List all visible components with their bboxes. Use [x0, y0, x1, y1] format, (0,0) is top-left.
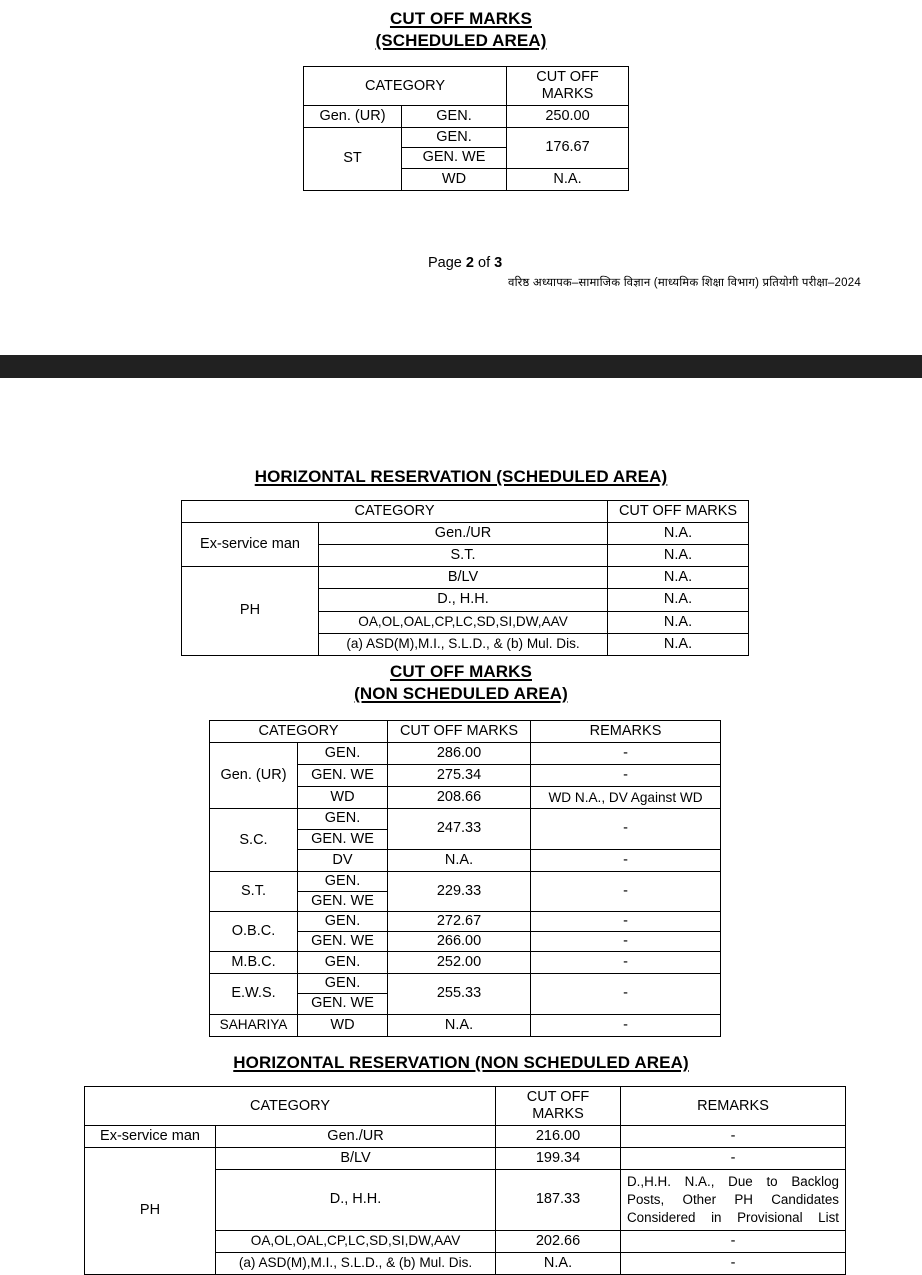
cell-sub: GEN. WE	[298, 994, 388, 1014]
cell-group: PH	[182, 567, 319, 655]
table-row	[304, 106, 629, 128]
cell-cutoff: 199.34	[496, 1148, 621, 1170]
cutoff-scheduled-heading	[0, 0, 922, 52]
cell-group: S.T.	[210, 871, 298, 911]
cell-cutoff: N.A.	[608, 523, 749, 545]
cell-cutoff: 208.66	[388, 787, 531, 809]
cell-sub: OA,OL,OAL,CP,LC,SD,SI,DW,AAV	[216, 1230, 496, 1252]
table-header-row	[182, 501, 749, 523]
cell-cutoff: N.A.	[388, 1014, 531, 1036]
cell-sub: Gen./UR	[216, 1126, 496, 1148]
page-2	[0, 0, 922, 355]
cell-remarks: -	[531, 765, 721, 787]
page-number	[428, 255, 922, 271]
header-category: CATEGORY	[85, 1087, 496, 1126]
cell-sub: D., H.H.	[216, 1170, 496, 1230]
table-row	[210, 871, 721, 891]
table-row	[210, 1014, 721, 1036]
cell-cutoff: 266.00	[388, 932, 531, 952]
cell-group: Ex-service man	[182, 523, 319, 567]
cell-sub: GEN. WE	[298, 932, 388, 952]
cell-cutoff: N.A.	[507, 168, 629, 190]
table-row	[182, 567, 749, 589]
table-row	[85, 1126, 846, 1148]
page-3	[0, 378, 922, 1270]
table-row	[210, 952, 721, 974]
cell-remarks: -	[531, 932, 721, 952]
cell-cutoff: 250.00	[507, 106, 629, 128]
cell-group: E.W.S.	[210, 974, 298, 1014]
cell-sub: GEN. WE	[298, 891, 388, 911]
hr-scheduled-heading	[0, 378, 922, 488]
header-cutoff: CUT OFF MARKS	[388, 721, 531, 743]
cell-group: Ex-service man	[85, 1126, 216, 1148]
cutoff-nonscheduled-heading	[0, 661, 922, 705]
cell-group: SAHARIYA	[210, 1014, 298, 1036]
page-number-current: 2	[465, 255, 474, 271]
cell-sub: GEN.	[402, 106, 507, 128]
table-row	[210, 743, 721, 765]
header-remarks: REMARKS	[621, 1087, 846, 1126]
cell-cutoff: N.A.	[608, 589, 749, 611]
hr-scheduled-table	[181, 500, 749, 656]
cell-cutoff: 187.33	[496, 1170, 621, 1230]
cell-sub: B/LV	[216, 1148, 496, 1170]
cutoff-nonscheduled-heading-line1: CUT OFF MARKS	[389, 662, 532, 681]
cell-remarks: -	[531, 809, 721, 849]
cell-cutoff: 202.66	[496, 1230, 621, 1252]
header-category: CATEGORY	[210, 721, 388, 743]
cell-sub: OA,OL,OAL,CP,LC,SD,SI,DW,AAV	[319, 611, 608, 633]
cell-remarks: -	[531, 974, 721, 1014]
cell-cutoff: 229.33	[388, 871, 531, 911]
cell-cutoff: 275.34	[388, 765, 531, 787]
cell-remarks: D.,H.H. N.A., Due to Backlog Posts, Other PH Candidates Considered in Provisional List	[621, 1170, 846, 1230]
cutoff-scheduled-heading-line1: CUT OFF MARKS	[389, 9, 532, 28]
cell-group: Gen. (UR)	[304, 106, 402, 128]
table-header-row	[304, 67, 629, 106]
cell-group: S.C.	[210, 809, 298, 871]
cell-cutoff: 216.00	[496, 1126, 621, 1148]
cell-sub: GEN. WE	[402, 148, 507, 168]
cell-remarks: -	[531, 911, 721, 931]
cell-sub: D., H.H.	[319, 589, 608, 611]
cell-cutoff: N.A.	[608, 567, 749, 589]
cell-sub: GEN.	[298, 952, 388, 974]
cell-group: O.B.C.	[210, 911, 298, 951]
cell-sub: (a) ASD(M),M.I., S.L.D., & (b) Mul. Dis.	[319, 633, 608, 655]
cutoff-scheduled-heading-line2: (SCHEDULED AREA)	[375, 30, 547, 50]
cell-cutoff: N.A.	[496, 1252, 621, 1274]
cell-sub: S.T.	[319, 545, 608, 567]
cell-sub: GEN. WE	[298, 829, 388, 849]
exam-title-line: वरिष्ठ अध्यापक–सामाजिक विज्ञान (माध्यमिक शिक्षा विभाग) प्रतियोगी परीक्षा–2024	[508, 277, 861, 289]
table-row	[182, 523, 749, 545]
cell-cutoff: 176.67	[507, 128, 629, 168]
cutoff-nonscheduled-table	[209, 720, 721, 1037]
cell-remarks: -	[621, 1230, 846, 1252]
cutoff-nonscheduled-heading-line2: (NON SCHEDULED AREA)	[354, 683, 568, 703]
header-remarks: REMARKS	[531, 721, 721, 743]
table-header-row	[210, 721, 721, 743]
cell-group: M.B.C.	[210, 952, 298, 974]
cell-sub: WD	[298, 1014, 388, 1036]
cell-remarks: -	[531, 871, 721, 911]
header-category: CATEGORY	[304, 67, 507, 106]
cell-sub: GEN.	[298, 871, 388, 891]
cell-cutoff: 247.33	[388, 809, 531, 849]
cell-remarks: -	[531, 743, 721, 765]
cell-sub: WD	[298, 787, 388, 809]
header-cutoff: CUT OFF MARKS	[507, 67, 629, 106]
page-separator-band	[0, 355, 922, 378]
cell-group: ST	[304, 128, 402, 190]
cell-sub: GEN. WE	[298, 765, 388, 787]
cell-group: PH	[85, 1148, 216, 1274]
cell-sub: GEN.	[298, 974, 388, 994]
cell-sub: WD	[402, 168, 507, 190]
page-footer	[0, 255, 922, 290]
cell-sub: GEN.	[298, 809, 388, 829]
cell-remarks: -	[531, 952, 721, 974]
cell-cutoff: 272.67	[388, 911, 531, 931]
cell-cutoff: 255.33	[388, 974, 531, 1014]
header-cutoff: CUT OFF MARKS	[608, 501, 749, 523]
hr-nonscheduled-heading	[0, 1052, 922, 1074]
cell-cutoff: N.A.	[388, 849, 531, 871]
cell-cutoff: 252.00	[388, 952, 531, 974]
cell-remarks: -	[621, 1126, 846, 1148]
cell-remarks: -	[531, 1014, 721, 1036]
cell-sub: GEN.	[298, 911, 388, 931]
cell-group: Gen. (UR)	[210, 743, 298, 809]
table-row	[304, 128, 629, 148]
table-row	[85, 1148, 846, 1170]
cell-cutoff: N.A.	[608, 611, 749, 633]
table-row	[210, 974, 721, 994]
hr-nonscheduled-heading-text: HORIZONTAL RESERVATION (NON SCHEDULED AREA)	[233, 1053, 689, 1072]
page-number-middle: of	[473, 255, 495, 271]
cell-sub: (a) ASD(M),M.I., S.L.D., & (b) Mul. Dis.	[216, 1252, 496, 1274]
cell-remarks: -	[621, 1148, 846, 1170]
header-cutoff: CUT OFF MARKS	[496, 1087, 621, 1126]
hr-nonscheduled-table	[84, 1086, 846, 1275]
cell-remarks: -	[531, 849, 721, 871]
cell-remarks: -	[621, 1252, 846, 1274]
cell-cutoff: 286.00	[388, 743, 531, 765]
cell-sub: DV	[298, 849, 388, 871]
hr-scheduled-heading-text: HORIZONTAL RESERVATION (SCHEDULED AREA)	[254, 467, 668, 486]
cell-cutoff: N.A.	[608, 545, 749, 567]
cell-sub: GEN.	[298, 743, 388, 765]
cell-sub: GEN.	[402, 128, 507, 148]
cell-cutoff: N.A.	[608, 633, 749, 655]
cell-remarks: WD N.A., DV Against WD	[531, 787, 721, 809]
table-row	[210, 911, 721, 931]
page-number-total: 3	[494, 255, 503, 271]
table-header-row	[85, 1087, 846, 1126]
header-category: CATEGORY	[182, 501, 608, 523]
table-row	[210, 809, 721, 829]
cell-sub: B/LV	[319, 567, 608, 589]
page-number-prefix: Page	[428, 255, 466, 271]
cutoff-scheduled-table	[303, 66, 629, 191]
cell-sub: Gen./UR	[319, 523, 608, 545]
